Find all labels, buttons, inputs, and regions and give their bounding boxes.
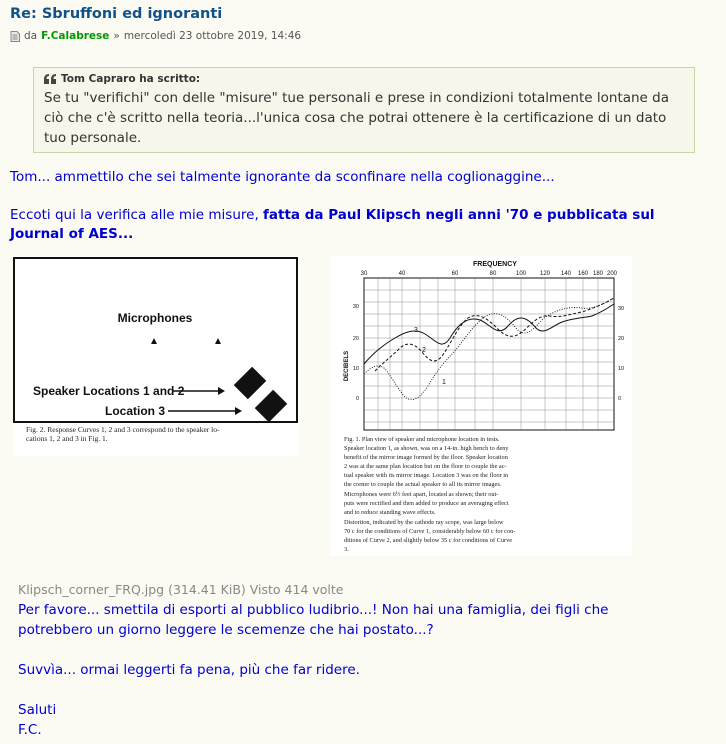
db-tick-left: 0 xyxy=(355,396,359,402)
microphones-label: Microphones xyxy=(117,311,193,325)
curve-label-2: 2 xyxy=(422,347,426,354)
post-byline xyxy=(10,30,301,42)
freq-tick: 200 xyxy=(606,271,618,277)
blank-line xyxy=(18,640,608,660)
reply-line-2-bold: fatta da Paul Klipsch negli anni '70 e pubblicata sul Journal of AES... xyxy=(10,207,655,242)
frequency-label: FREQUENCY xyxy=(473,261,517,268)
fig1-caption-line: 3. xyxy=(344,546,349,553)
quote-author: Tom Capraro ha scritto: xyxy=(61,73,201,85)
freq-tick: 30 xyxy=(360,271,368,277)
reply-line-1: Tom... ammettilo che sei talmente ignorante da sconfinare nella coglionaggine... xyxy=(10,169,555,185)
body-paragraph-1b: potrebbero un giorno leggere le scemenze che hai postato...? xyxy=(18,622,434,638)
decibels-label: DECIBELS xyxy=(344,350,350,382)
db-tick-right: 0 xyxy=(618,396,622,402)
by-prefix: da xyxy=(24,30,38,42)
fig1-caption-line: 70 c for the conditions of Curve 1, considerably below 60 c for con- xyxy=(344,528,516,535)
reply-line-2-plain: Eccoti qui la verifica alle mie misure, xyxy=(10,207,264,223)
db-tick-left: 20 xyxy=(352,336,359,342)
byline-separator: » xyxy=(113,30,120,42)
speaker-location-figure[interactable] xyxy=(13,256,299,456)
freq-tick: 120 xyxy=(539,271,551,277)
fig2-caption-1: Fig. 2. Response Curves 1, 2 and 3 correspond to the speaker lo- xyxy=(26,425,220,434)
post-title[interactable]: Re: Sbruffoni ed ignoranti xyxy=(10,6,223,22)
freq-tick: 60 xyxy=(451,271,459,277)
fig1-caption-line: and to reduce standing wave effects. xyxy=(344,509,436,516)
location-1-2-label: Speaker Locations 1 and 2 xyxy=(33,384,185,398)
body-paragraph-2: Suvvìa... ormai leggerti fa pena, più che far ridere. xyxy=(18,662,360,678)
db-tick-left: 10 xyxy=(352,366,359,372)
fig2-caption-2: cations 1, 2 and 3 in Fig. 1. xyxy=(26,434,108,443)
fig1-caption-line: the corner to couple the actual speaker to all its mirror images. xyxy=(344,481,502,488)
frequency-response-figure[interactable] xyxy=(330,256,632,556)
freq-tick: 80 xyxy=(489,271,497,277)
fig1-caption-line: benefit of the mirror image formed by the floor. Speaker location xyxy=(344,454,508,461)
post-body xyxy=(18,600,608,740)
quote-block xyxy=(33,67,695,153)
freq-tick: 140 xyxy=(560,271,572,277)
curve-label-1: 1 xyxy=(442,379,446,386)
reply-line-2 xyxy=(10,206,690,244)
fig1-caption-line: Distortion, indicated by the cathode ray scope, was large below xyxy=(344,519,504,526)
db-tick-right: 10 xyxy=(618,366,625,372)
freq-tick: 160 xyxy=(577,271,589,277)
freq-tick: 180 xyxy=(592,271,604,277)
body-paragraph-1: Per favore... smettila di esporti al pubblico ludibrio...! Non hai una famiglia, dei figli che xyxy=(18,602,609,618)
post-date: mercoledì 23 ottobre 2019, 14:46 xyxy=(123,30,302,42)
fig1-caption-line: Speaker location 1, as shown, was on a 14-in. high bench to deny xyxy=(344,445,509,452)
location-3-label: Location 3 xyxy=(105,404,166,418)
blank-line xyxy=(18,680,608,700)
fig1-caption-line: Fig. 1. Plan view of speaker and microphone location in tests. xyxy=(344,436,500,443)
plot-frame xyxy=(364,278,614,430)
fig1-caption-line: 2 was at the same plan location but on the floor to couple the ac- xyxy=(344,463,507,470)
freq-tick: 100 xyxy=(515,271,527,277)
db-tick-right: 30 xyxy=(618,306,625,312)
signature-initials: F.C. xyxy=(18,722,42,738)
fig1-caption-line: tual speaker with its mirror image. Location 3 was on the floor in xyxy=(344,472,509,479)
author-link[interactable]: F.Calabrese xyxy=(41,30,110,42)
quote-icon xyxy=(44,74,57,84)
fig1-caption-line: Microphones were 6½ feet apart, located as shown; their out- xyxy=(344,491,499,498)
db-tick-left: 30 xyxy=(352,304,359,310)
attachment-info[interactable]: Klipsch_corner_FRQ.jpg (314.41 KiB) Visto 414 volte xyxy=(18,582,344,597)
post-icon[interactable] xyxy=(10,31,20,42)
fig1-caption-line: puts were rectified and then added to produce an averaging effect xyxy=(344,500,509,507)
db-tick-right: 20 xyxy=(618,336,625,342)
curve-label-3: 3 xyxy=(414,327,418,334)
freq-tick: 40 xyxy=(398,271,406,277)
fig1-caption-line: ditions of Curve 2, and slightly below 35 c for conditions of Curve xyxy=(344,537,513,544)
signature-greeting: Saluti xyxy=(18,702,57,718)
quote-text: Se tu "verifichi" con delle "misure" tue personali e prese in condizioni totalmente lontane da ciò che c'è scritto nella teoria...l'unica cosa che potrai ottenere è la certificazione di un dato tuo personale. xyxy=(44,90,670,146)
quote-header xyxy=(44,73,684,85)
